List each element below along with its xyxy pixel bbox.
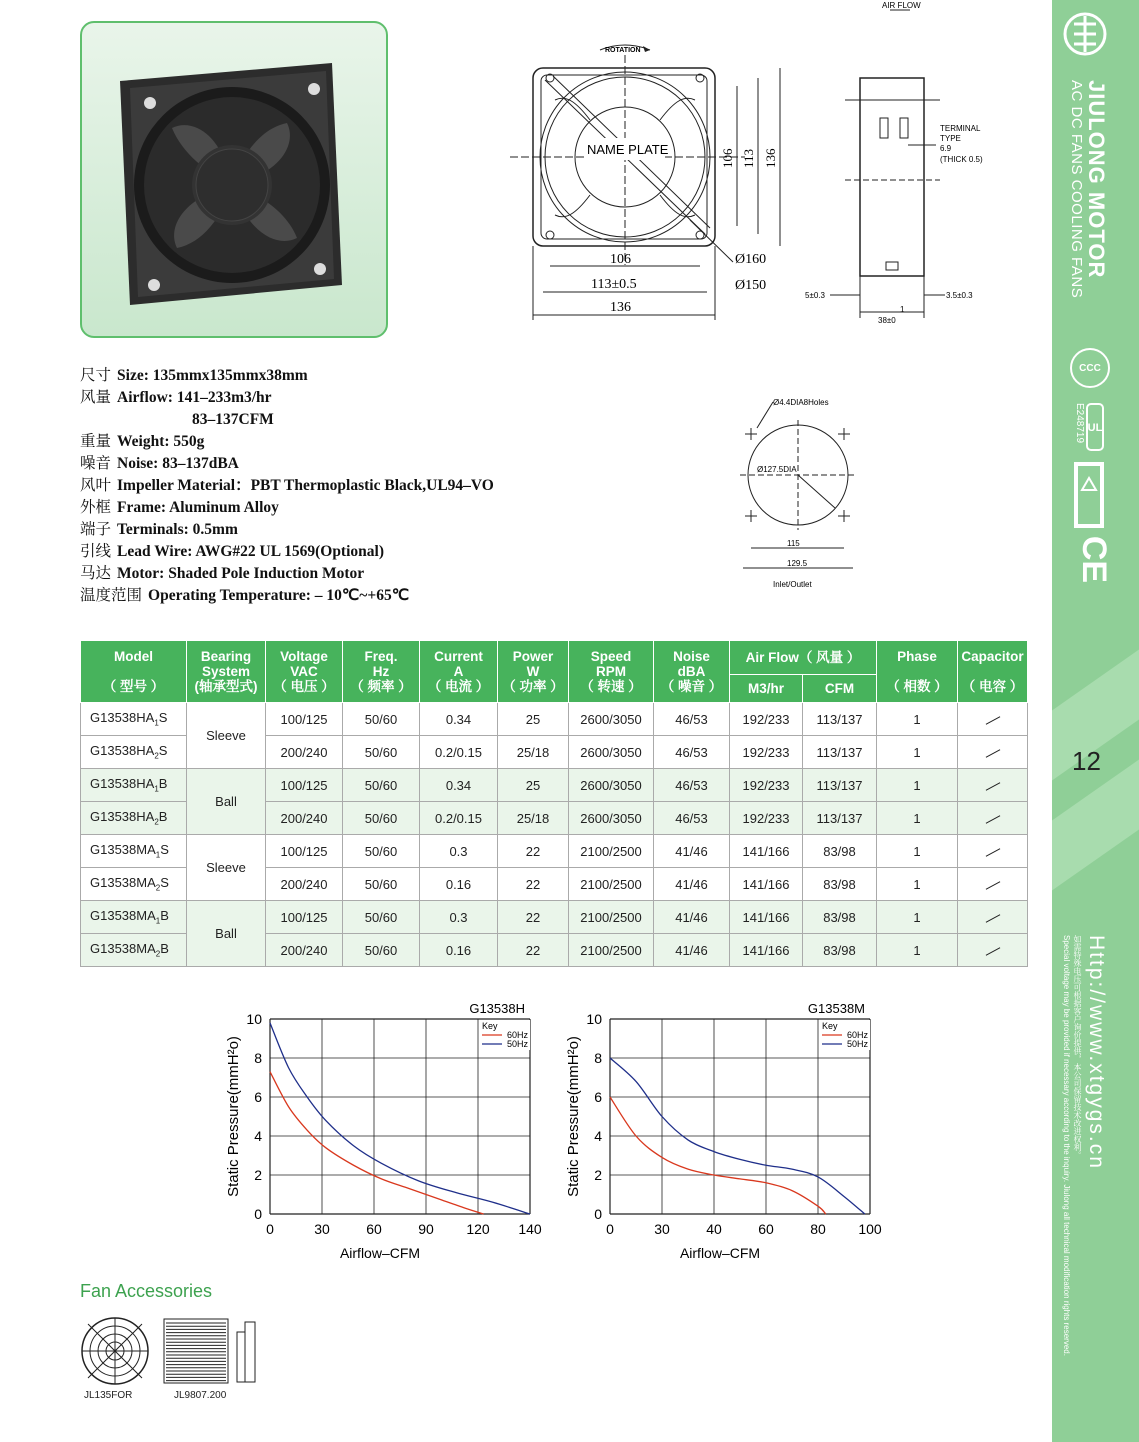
- cell-phase: 1: [877, 934, 958, 967]
- x-tick-label: 60: [758, 1221, 774, 1237]
- th-capacitor: Capacitor （ 电容 ）: [958, 641, 1028, 703]
- cell-cfm: 113/137: [803, 769, 877, 802]
- cell-power: 22: [498, 868, 569, 901]
- dim-129-5: 129.5: [787, 559, 808, 568]
- x-tick-label: 60: [366, 1221, 382, 1237]
- spec-label-cn: 外框: [80, 499, 112, 516]
- table-row: [81, 835, 1028, 868]
- cell-model: $G13538HA_1B$: [81, 769, 187, 802]
- cell-model: $G13538MA_1B$: [81, 901, 187, 934]
- legend-label: 50Hz: [846, 1039, 868, 1049]
- dim-h-106: 106: [720, 148, 735, 168]
- dim-38: 38±0: [878, 316, 896, 325]
- svg-text:UL: UL: [1087, 422, 1103, 434]
- front-view-drawing: [505, 0, 795, 325]
- cell-noise: 41/46: [654, 934, 730, 967]
- spec-value: Terminals: 0.5mm: [117, 521, 238, 538]
- x-tick-label: 0: [266, 1221, 274, 1237]
- x-tick-label: 100: [858, 1221, 882, 1237]
- cell-capacitor: [958, 703, 1028, 736]
- cell-power: 25/18: [498, 802, 569, 835]
- airflow-label: AIR FLOW: [882, 1, 921, 10]
- cell-cfm: 113/137: [803, 703, 877, 736]
- cell-cfm: 83/98: [803, 934, 877, 967]
- spec-value: Size: 135mmx135mmx38mm: [117, 367, 308, 384]
- cell-power: 25: [498, 769, 569, 802]
- fan-photo: [82, 23, 386, 336]
- dia-150: Ø150: [735, 278, 767, 293]
- cell-m3hr: 192/233: [730, 736, 803, 769]
- cell-m3hr: 141/166: [730, 901, 803, 934]
- spec-label-cn: 噪音: [80, 455, 112, 472]
- cell-voltage: 100/125: [266, 769, 343, 802]
- y-axis-label: Static Pressure(mmH²o): [565, 1036, 582, 1197]
- accessory-label-filter: JL9807.200: [174, 1390, 227, 1401]
- cell-m3hr: 192/233: [730, 769, 803, 802]
- spec-row: [80, 585, 494, 607]
- cul-cert-icon: [1086, 403, 1104, 451]
- chart-g13538m: [560, 995, 890, 1270]
- cell-speed: 2100/2500: [569, 868, 654, 901]
- cell-power: 22: [498, 835, 569, 868]
- th-cfm: CFM: [803, 675, 877, 703]
- dash-mark-icon: [985, 848, 1000, 856]
- cell-noise: 46/53: [654, 736, 730, 769]
- cell-voltage: 100/125: [266, 703, 343, 736]
- y-tick-label: 2: [254, 1167, 262, 1183]
- th-airflow: Air Flow（ 风量 ）: [730, 641, 877, 675]
- y-tick-label: 4: [594, 1128, 602, 1144]
- cell-m3hr: 141/166: [730, 868, 803, 901]
- dim-w-106: 106: [610, 252, 631, 267]
- dash-mark-icon: [985, 947, 1000, 955]
- x-tick-label: 90: [418, 1221, 434, 1237]
- product-photo-card: [80, 21, 388, 338]
- spec-value: Operating Temperature: – 10℃~+65℃: [148, 587, 410, 604]
- cell-noise: 46/53: [654, 703, 730, 736]
- cell-capacitor: [958, 934, 1028, 967]
- spec-label-cn: 马达: [80, 565, 112, 582]
- tuv-cert-icon: [1072, 460, 1106, 530]
- cell-bearing: Ball: [187, 901, 266, 967]
- x-tick-label: 40: [706, 1221, 722, 1237]
- cell-cfm: 83/98: [803, 868, 877, 901]
- sidebar-stripe: [1052, 760, 1139, 891]
- cell-current: 0.3: [420, 901, 498, 934]
- cell-capacitor: [958, 901, 1028, 934]
- spec-row: [80, 563, 494, 585]
- spec-value: Noise: 83–137dBA: [117, 455, 239, 472]
- spec-row: [80, 409, 494, 431]
- cell-model: $G13538MA_2B$: [81, 934, 187, 967]
- spec-value: Lead Wire: AWG#22 UL 1569(Optional): [117, 543, 384, 560]
- x-axis-label: Airflow–CFM: [339, 1245, 421, 1261]
- spec-row: [80, 497, 494, 519]
- cell-phase: 1: [877, 802, 958, 835]
- cell-phase: 1: [877, 868, 958, 901]
- spec-label-cn: 引线: [80, 543, 112, 560]
- legend-title: Key: [822, 1021, 838, 1031]
- sidebar-note-en: Special voltage may be provided if necessary according to the inquiry. Jiulong all technical modification rights reserved.: [1062, 935, 1071, 1356]
- spec-row: [80, 475, 494, 497]
- spec-label-cn: 风叶: [80, 477, 112, 494]
- cell-noise: 46/53: [654, 802, 730, 835]
- cell-noise: 41/46: [654, 835, 730, 868]
- cell-phase: 1: [877, 769, 958, 802]
- dim-115: 115: [787, 539, 800, 548]
- series-line-60hz: [610, 1097, 826, 1214]
- cell-speed: 2600/3050: [569, 736, 654, 769]
- cell-model: $G13538MA_1S$: [81, 835, 187, 868]
- fan-guard-icon: [80, 1316, 150, 1386]
- cell-model: $G13538MA_2S$: [81, 868, 187, 901]
- spec-label-cn: 端子: [80, 521, 112, 538]
- cell-voltage: 200/240: [266, 736, 343, 769]
- cell-cfm: 113/137: [803, 736, 877, 769]
- cell-noise: 46/53: [654, 769, 730, 802]
- cell-voltage: 200/240: [266, 868, 343, 901]
- cell-power: 22: [498, 901, 569, 934]
- cell-bearing: Sleeve: [187, 835, 266, 901]
- y-tick-label: 8: [254, 1050, 262, 1066]
- cell-capacitor: [958, 835, 1028, 868]
- spec-row: [80, 519, 494, 541]
- cell-freq: 50/60: [343, 736, 420, 769]
- side-view-drawing: [800, 0, 1025, 330]
- x-axis-label: Airflow–CFM: [679, 1245, 761, 1261]
- legend-label: 60Hz: [846, 1030, 868, 1040]
- cell-speed: 2600/3050: [569, 802, 654, 835]
- th-voltage: Voltage VAC （ 电压 ）: [266, 641, 343, 703]
- holes-label: Ø4.4DIA8Holes: [773, 398, 829, 407]
- cell-bearing: Sleeve: [187, 703, 266, 769]
- chart-title: G13538H: [469, 1001, 525, 1016]
- cell-freq: 50/60: [343, 835, 420, 868]
- spec-label-cn: 尺寸: [80, 367, 112, 384]
- terminal-size: 6.9: [940, 144, 952, 153]
- jiulong-logo-icon: [1062, 8, 1108, 60]
- dash-mark-icon: [985, 914, 1000, 922]
- terminal-label: TERMINAL: [940, 124, 981, 133]
- spec-row: [80, 387, 494, 409]
- cell-freq: 50/60: [343, 769, 420, 802]
- spec-label-cn: 温度范围: [80, 587, 143, 604]
- dim-5: 5±0.3: [805, 291, 825, 300]
- cell-voltage: 100/125: [266, 835, 343, 868]
- cell-model: $G13538HA_2S$: [81, 736, 187, 769]
- cell-phase: 1: [877, 835, 958, 868]
- dim-3-5: 3.5±0.3: [946, 291, 973, 300]
- cell-freq: 50/60: [343, 934, 420, 967]
- dia-160: Ø160: [735, 252, 767, 267]
- bore-label: Ø127.5DIA: [757, 465, 797, 474]
- chart-g13538h: [220, 995, 550, 1270]
- ccc-cert-icon: CCC: [1070, 348, 1110, 388]
- spec-row: [80, 541, 494, 563]
- legend-label: 50Hz: [506, 1039, 528, 1049]
- table-row: [81, 769, 1028, 802]
- cell-current: 0.34: [420, 769, 498, 802]
- chart-title: G13538M: [807, 1001, 865, 1016]
- th-phase: Phase （ 相数 ）: [877, 641, 958, 703]
- cell-current: 0.16: [420, 868, 498, 901]
- spec-row: [80, 453, 494, 475]
- cell-model: $G13538HA_1S$: [81, 703, 187, 736]
- cell-phase: 1: [877, 703, 958, 736]
- sidebar-note-cn: 如需特殊电压可根据客户询价提供，本公司保留技术改进权利。: [1073, 935, 1082, 1159]
- cell-cfm: 83/98: [803, 835, 877, 868]
- x-tick-label: 30: [654, 1221, 670, 1237]
- y-tick-label: 6: [254, 1089, 262, 1105]
- dim-h-136: 136: [763, 148, 778, 168]
- rotation-label: ROTATION: [605, 47, 641, 54]
- th-speed: Speed RPM （ 转速 ）: [569, 641, 654, 703]
- dim-h-113: 113: [741, 148, 756, 168]
- accessory-label-guard: JL135FOR: [84, 1390, 133, 1401]
- x-tick-label: 120: [466, 1221, 490, 1237]
- th-model: Model （ 型号 ）: [81, 641, 187, 703]
- dash-mark-icon: [985, 881, 1000, 889]
- cell-m3hr: 192/233: [730, 703, 803, 736]
- cell-cfm: 113/137: [803, 802, 877, 835]
- page-number: 12: [1072, 746, 1101, 776]
- legend-title: Key: [482, 1021, 498, 1031]
- dim-w-113: 113±0.5: [591, 277, 637, 292]
- dim-w-136: 136: [610, 300, 631, 315]
- spec-value: Weight: 550g: [117, 433, 205, 450]
- cell-m3hr: 141/166: [730, 934, 803, 967]
- y-tick-label: 8: [594, 1050, 602, 1066]
- accessories-title: Fan Accessories: [80, 1281, 213, 1301]
- cell-noise: 41/46: [654, 901, 730, 934]
- spec-table: [80, 640, 1028, 967]
- legend-label: 60Hz: [506, 1030, 528, 1040]
- terminal-type: TYPE: [940, 134, 961, 143]
- x-tick-label: 30: [314, 1221, 330, 1237]
- dim-1: 1: [900, 305, 905, 314]
- y-tick-label: 10: [586, 1011, 602, 1027]
- cell-power: 25/18: [498, 736, 569, 769]
- y-tick-label: 4: [254, 1128, 262, 1144]
- terminal-thick: (THICK 0.5): [940, 155, 983, 164]
- cell-current: 0.3: [420, 835, 498, 868]
- dash-mark-icon: [985, 716, 1000, 724]
- x-tick-label: 80: [810, 1221, 826, 1237]
- spec-value: Motor: Shaded Pole Induction Motor: [117, 565, 365, 582]
- x-tick-label: 0: [606, 1221, 614, 1237]
- cell-speed: 2600/3050: [569, 769, 654, 802]
- th-noise: Noise dBA （ 噪音 ）: [654, 641, 730, 703]
- table-row: [81, 901, 1028, 934]
- y-tick-label: 10: [246, 1011, 262, 1027]
- th-power: Power W （ 功率 ）: [498, 641, 569, 703]
- name-plate-label: NAME PLATE: [587, 142, 669, 157]
- cell-capacitor: [958, 769, 1028, 802]
- spec-value: 83–137CFM: [192, 411, 274, 428]
- cell-capacitor: [958, 802, 1028, 835]
- spec-row: [80, 365, 494, 387]
- cell-power: 25: [498, 703, 569, 736]
- cell-speed: 2100/2500: [569, 934, 654, 967]
- website-url[interactable]: Http://www.xtgygs.cn: [1085, 935, 1108, 1170]
- y-tick-label: 2: [594, 1167, 602, 1183]
- y-tick-label: 0: [254, 1206, 262, 1222]
- cell-phase: 1: [877, 901, 958, 934]
- cell-voltage: 200/240: [266, 934, 343, 967]
- spec-row: [80, 431, 494, 453]
- ul-file-number: E248719: [1074, 403, 1085, 444]
- cell-noise: 41/46: [654, 868, 730, 901]
- spec-list: [80, 365, 494, 607]
- cell-phase: 1: [877, 736, 958, 769]
- cell-cfm: 83/98: [803, 901, 877, 934]
- spec-value: Frame: Aluminum Alloy: [117, 499, 279, 516]
- brand-subtitle: AC DC FANS COOLING FANS: [1068, 80, 1085, 299]
- hole-pattern-drawing: [735, 390, 870, 595]
- cell-voltage: 100/125: [266, 901, 343, 934]
- dash-mark-icon: [985, 815, 1000, 823]
- th-bearing: Bearing System (轴承型式): [187, 641, 266, 703]
- th-current: Current A （ 电流 ）: [420, 641, 498, 703]
- cell-current: 0.2/0.15: [420, 736, 498, 769]
- spec-label-cn: 重量: [80, 433, 112, 450]
- series-line-60hz: [270, 1072, 484, 1214]
- cell-speed: 2100/2500: [569, 835, 654, 868]
- th-freq: Freq. Hz （ 频率 ）: [343, 641, 420, 703]
- cell-capacitor: [958, 736, 1028, 769]
- table-row: [81, 703, 1028, 736]
- cell-freq: 50/60: [343, 703, 420, 736]
- cell-freq: 50/60: [343, 868, 420, 901]
- spec-label-cn: 风量: [80, 389, 112, 406]
- brand-title: JIULONG MOTOR: [1084, 80, 1109, 279]
- y-tick-label: 6: [594, 1089, 602, 1105]
- cell-m3hr: 192/233: [730, 802, 803, 835]
- cell-voltage: 200/240: [266, 802, 343, 835]
- cell-power: 22: [498, 934, 569, 967]
- cell-freq: 50/60: [343, 901, 420, 934]
- inlet-label: Inlet/Outlet: [773, 580, 812, 589]
- cell-freq: 50/60: [343, 802, 420, 835]
- spec-value: Impeller Material：PBT Thermoplastic Black,UL94–VO: [117, 477, 494, 494]
- spec-value: Airflow: 141–233m3/hr: [117, 389, 272, 406]
- cell-m3hr: 141/166: [730, 835, 803, 868]
- cell-current: 0.2/0.15: [420, 802, 498, 835]
- filter-icon: [163, 1318, 263, 1386]
- cell-speed: 2100/2500: [569, 901, 654, 934]
- ce-cert-icon: CE: [1075, 535, 1114, 584]
- cell-current: 0.16: [420, 934, 498, 967]
- cell-speed: 2600/3050: [569, 703, 654, 736]
- dash-mark-icon: [985, 782, 1000, 790]
- x-tick-label: 140: [518, 1221, 542, 1237]
- y-tick-label: 0: [594, 1206, 602, 1222]
- cell-bearing: Ball: [187, 769, 266, 835]
- cell-capacitor: [958, 868, 1028, 901]
- cell-model: $G13538HA_2B$: [81, 802, 187, 835]
- th-m3hr: M3/hr: [730, 675, 803, 703]
- dash-mark-icon: [985, 749, 1000, 757]
- y-axis-label: Static Pressure(mmH²o): [225, 1036, 242, 1197]
- cell-current: 0.34: [420, 703, 498, 736]
